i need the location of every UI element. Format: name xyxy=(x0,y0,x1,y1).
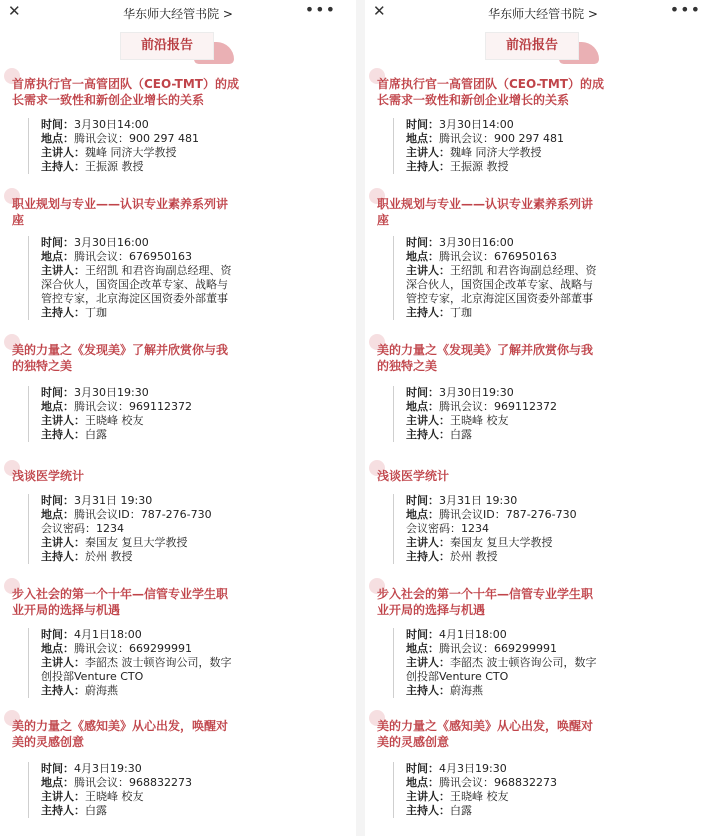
detail-label: 主讲人： xyxy=(41,414,85,427)
detail-row xyxy=(41,804,356,818)
event-details xyxy=(28,386,356,442)
detail-label: 地点： xyxy=(41,642,74,655)
top-bar xyxy=(365,0,721,24)
detail-row xyxy=(41,146,356,160)
detail-row xyxy=(41,292,356,306)
detail-label: 地点： xyxy=(406,400,439,413)
detail-value: 魏峰 同济大学教授 xyxy=(85,146,177,159)
event-title-line: 职业规划与专业——认识专业素养系列讲 xyxy=(12,197,229,211)
detail-value: 3月30日14:00 xyxy=(74,118,149,131)
event-title[interactable] xyxy=(12,468,348,484)
detail-value: 创投部Venture CTO xyxy=(406,670,509,683)
detail-label: 时间： xyxy=(406,762,439,775)
detail-value: 王绍凯 和君咨询副总经理、资 xyxy=(450,264,597,277)
event-title-line: 座 xyxy=(377,213,390,227)
event-title-line: 长需求一致性和新创企业增长的关系 xyxy=(12,93,205,107)
event-title[interactable] xyxy=(12,196,348,228)
detail-value: 丁珈 xyxy=(450,306,472,319)
event-details xyxy=(393,236,721,320)
event-title-line: 业开局的选择与机遇 xyxy=(377,603,486,617)
detail-row xyxy=(41,386,356,400)
detail-label: 地点： xyxy=(41,250,74,263)
detail-label: 时间： xyxy=(41,494,74,507)
detail-value: 深合伙人，国资国企改革专家、战略与 xyxy=(406,278,593,291)
event-title-line: 美的灵感创意 xyxy=(377,735,450,749)
detail-value: 王绍凯 和君咨询副总经理、资 xyxy=(85,264,232,277)
detail-row xyxy=(41,790,356,804)
detail-value: 於州 教授 xyxy=(450,550,498,563)
detail-label: 地点： xyxy=(406,132,439,145)
detail-value: 4月1日18:00 xyxy=(74,628,142,641)
detail-row xyxy=(406,132,721,146)
detail-row xyxy=(406,236,721,250)
event-details xyxy=(28,236,356,320)
detail-label: 主持人： xyxy=(41,684,85,697)
detail-value: 4月3日19:30 xyxy=(74,762,142,775)
detail-value: 创投部Venture CTO xyxy=(41,670,144,683)
detail-label: 地点： xyxy=(41,508,74,521)
event-title-line: 首席执行官一高管团队（CEO-TMT）的成 xyxy=(377,77,604,91)
detail-label: 时间： xyxy=(406,118,439,131)
detail-value: 管控专家，北京海淀区国资委外部董事 xyxy=(41,292,228,305)
detail-row xyxy=(406,386,721,400)
detail-value: 4月1日18:00 xyxy=(439,628,507,641)
detail-value: 王晓峰 校友 xyxy=(450,414,509,427)
detail-label: 时间： xyxy=(406,494,439,507)
event-title[interactable] xyxy=(377,468,713,484)
detail-label: 时间： xyxy=(406,386,439,399)
detail-row xyxy=(406,146,721,160)
detail-label: 主讲人： xyxy=(41,656,85,669)
detail-value: 腾讯会议：900 297 481 xyxy=(439,132,564,145)
event-title[interactable] xyxy=(12,586,348,618)
event-title-line: 首席执行官一高管团队（CEO-TMT）的成 xyxy=(12,77,239,91)
detail-value: 3月31日 19:30 xyxy=(74,494,153,507)
event-title-line: 浅谈医学统计 xyxy=(12,469,85,483)
event-title[interactable] xyxy=(12,76,348,108)
detail-row xyxy=(41,132,356,146)
detail-row xyxy=(406,160,721,174)
detail-label: 时间： xyxy=(41,628,74,641)
detail-row xyxy=(406,264,721,278)
detail-value: 王振源 教授 xyxy=(450,160,509,173)
detail-row xyxy=(41,508,356,522)
detail-value: 4月3日19:30 xyxy=(439,762,507,775)
detail-row xyxy=(406,776,721,790)
detail-label: 时间： xyxy=(406,628,439,641)
detail-row xyxy=(41,494,356,508)
detail-value: 腾讯会议：676950163 xyxy=(74,250,192,263)
detail-value: 腾讯会议：669299991 xyxy=(74,642,192,655)
detail-value: 蔚海燕 xyxy=(450,684,483,697)
detail-row xyxy=(406,762,721,776)
detail-value: 3月30日19:30 xyxy=(74,386,149,399)
close-icon[interactable]: ✕ xyxy=(8,2,21,20)
event-title-line: 座 xyxy=(12,213,25,227)
detail-row xyxy=(41,642,356,656)
detail-value: 魏峰 同济大学教授 xyxy=(450,146,542,159)
detail-row xyxy=(41,414,356,428)
detail-row xyxy=(41,264,356,278)
detail-label: 主持人： xyxy=(41,306,85,319)
detail-label: 地点： xyxy=(406,642,439,655)
event-title[interactable] xyxy=(377,342,713,374)
detail-value: 王晓峰 校友 xyxy=(85,414,144,427)
detail-label: 地点： xyxy=(406,776,439,789)
detail-value: 管控专家，北京海淀区国资委外部董事 xyxy=(406,292,593,305)
event-title-line: 的独特之美 xyxy=(12,359,73,373)
event-details xyxy=(393,628,721,698)
detail-row xyxy=(406,684,721,698)
detail-label: 主讲人： xyxy=(41,264,85,277)
detail-row xyxy=(41,236,356,250)
detail-row xyxy=(406,790,721,804)
detail-value: 3月30日14:00 xyxy=(439,118,514,131)
event-title-line: 步入社会的第一个十年—信管专业学生职 xyxy=(12,587,229,601)
detail-value: 李韶杰 波士顿咨询公司，数字 xyxy=(450,656,597,669)
detail-value: 白露 xyxy=(450,804,472,817)
detail-label: 时间： xyxy=(41,386,74,399)
detail-label: 时间： xyxy=(41,118,74,131)
event-title-line: 长需求一致性和新创企业增长的关系 xyxy=(377,93,570,107)
detail-value: 腾讯会议：900 297 481 xyxy=(74,132,199,145)
detail-row xyxy=(406,522,721,536)
event-title[interactable] xyxy=(377,718,713,750)
detail-row xyxy=(406,508,721,522)
detail-value: 腾讯会议：676950163 xyxy=(439,250,557,263)
event-details xyxy=(28,118,356,174)
detail-label: 主讲人： xyxy=(406,656,450,669)
detail-label: 主讲人： xyxy=(41,146,85,159)
panel-divider xyxy=(356,0,365,836)
detail-label: 主持人： xyxy=(406,804,450,817)
detail-label: 主讲人： xyxy=(406,790,450,803)
detail-row xyxy=(41,536,356,550)
top-bar xyxy=(0,0,356,24)
detail-row xyxy=(406,250,721,264)
account-name[interactable]: 华东师大经管书院 > xyxy=(123,7,233,21)
detail-row xyxy=(406,550,721,564)
event-title-line: 业开局的选择与机遇 xyxy=(12,603,121,617)
detail-value: 腾讯会议ID：787-276-730 xyxy=(439,508,577,521)
detail-value: 腾讯会议ID：787-276-730 xyxy=(74,508,212,521)
detail-value: 王晓峰 校友 xyxy=(85,790,144,803)
detail-value: 秦国友 复旦大学教授 xyxy=(450,536,553,549)
detail-value: 3月30日16:00 xyxy=(74,236,149,249)
detail-row xyxy=(406,804,721,818)
detail-label: 地点： xyxy=(41,132,74,145)
detail-value: 白露 xyxy=(85,428,107,441)
event-title-line: 美的力量之《发现美》了解并欣赏你与我 xyxy=(12,343,229,357)
detail-row xyxy=(406,642,721,656)
detail-value: 白露 xyxy=(85,804,107,817)
more-icon[interactable]: ••• xyxy=(304,0,336,19)
detail-row xyxy=(41,684,356,698)
more-icon[interactable]: ••• xyxy=(669,0,701,19)
section-header xyxy=(475,28,605,64)
event-title-line: 步入社会的第一个十年—信管专业学生职 xyxy=(377,587,594,601)
article-panel-left xyxy=(0,0,356,836)
section-header xyxy=(110,28,240,64)
event-details xyxy=(393,118,721,174)
detail-label: 主讲人： xyxy=(406,414,450,427)
event-title-line: 的独特之美 xyxy=(377,359,438,373)
detail-label: 主讲人： xyxy=(406,146,450,159)
detail-label: 主持人： xyxy=(406,550,450,563)
detail-row xyxy=(406,278,721,292)
event-title-line: 美的力量之《感知美》从心出发，唤醒对 xyxy=(12,719,229,733)
detail-row xyxy=(41,400,356,414)
detail-value: 王晓峰 校友 xyxy=(450,790,509,803)
detail-label: 主持人： xyxy=(406,160,450,173)
detail-row xyxy=(406,656,721,670)
detail-value: 3月31日 19:30 xyxy=(439,494,518,507)
detail-row xyxy=(41,670,356,684)
event-title[interactable] xyxy=(377,76,713,108)
detail-row xyxy=(41,118,356,132)
detail-row xyxy=(41,762,356,776)
detail-label: 时间： xyxy=(406,236,439,249)
detail-row xyxy=(406,118,721,132)
event-title-line: 职业规划与专业——认识专业素养系列讲 xyxy=(377,197,594,211)
event-details xyxy=(28,628,356,698)
event-title[interactable] xyxy=(12,718,348,750)
event-details xyxy=(28,494,356,564)
detail-value: 会议密码：1234 xyxy=(406,522,489,535)
detail-value: 3月30日19:30 xyxy=(439,386,514,399)
event-title[interactable] xyxy=(377,196,713,228)
detail-label: 主讲人： xyxy=(406,536,450,549)
detail-label: 时间： xyxy=(41,236,74,249)
detail-label: 主持人： xyxy=(406,684,450,697)
detail-value: 腾讯会议：969112372 xyxy=(439,400,557,413)
event-title[interactable] xyxy=(12,342,348,374)
event-details xyxy=(28,762,356,818)
detail-value: 腾讯会议：968832273 xyxy=(74,776,192,789)
detail-row xyxy=(406,628,721,642)
account-name[interactable]: 华东师大经管书院 > xyxy=(488,7,598,21)
detail-label: 地点： xyxy=(406,250,439,263)
detail-value: 丁珈 xyxy=(85,306,107,319)
event-title-line: 美的力量之《发现美》了解并欣赏你与我 xyxy=(377,343,594,357)
detail-label: 主持人： xyxy=(406,306,450,319)
detail-value: 蔚海燕 xyxy=(85,684,118,697)
detail-row xyxy=(41,656,356,670)
detail-value: 於州 教授 xyxy=(85,550,133,563)
detail-row xyxy=(41,550,356,564)
detail-label: 地点： xyxy=(41,400,74,413)
event-title[interactable] xyxy=(377,586,713,618)
detail-label: 主讲人： xyxy=(406,264,450,277)
event-title-line: 美的灵感创意 xyxy=(12,735,85,749)
detail-label: 主讲人： xyxy=(41,790,85,803)
detail-label: 地点： xyxy=(406,508,439,521)
detail-value: 王振源 教授 xyxy=(85,160,144,173)
detail-row xyxy=(406,292,721,306)
detail-row xyxy=(406,670,721,684)
detail-label: 主持人： xyxy=(41,550,85,563)
event-details xyxy=(393,386,721,442)
detail-row xyxy=(41,306,356,320)
detail-row xyxy=(406,494,721,508)
detail-value: 李韶杰 波士顿咨询公司，数字 xyxy=(85,656,232,669)
detail-label: 主持人： xyxy=(406,428,450,441)
detail-value: 腾讯会议：968832273 xyxy=(439,776,557,789)
article-panel-right xyxy=(365,0,721,836)
detail-row xyxy=(41,628,356,642)
detail-label: 主持人： xyxy=(41,160,85,173)
detail-label: 主讲人： xyxy=(41,536,85,549)
detail-value: 3月30日16:00 xyxy=(439,236,514,249)
detail-row xyxy=(41,250,356,264)
event-details xyxy=(393,762,721,818)
detail-row xyxy=(406,536,721,550)
detail-row xyxy=(41,522,356,536)
detail-value: 腾讯会议：969112372 xyxy=(74,400,192,413)
event-details xyxy=(393,494,721,564)
detail-label: 地点： xyxy=(41,776,74,789)
section-badge: 前沿报告 xyxy=(485,32,579,60)
detail-value: 腾讯会议：669299991 xyxy=(439,642,557,655)
event-title-line: 浅谈医学统计 xyxy=(377,469,450,483)
section-badge: 前沿报告 xyxy=(120,32,214,60)
detail-row xyxy=(41,428,356,442)
detail-row xyxy=(406,428,721,442)
detail-row xyxy=(406,414,721,428)
detail-value: 白露 xyxy=(450,428,472,441)
detail-label: 时间： xyxy=(41,762,74,775)
detail-label: 主持人： xyxy=(41,428,85,441)
detail-label: 主持人： xyxy=(41,804,85,817)
detail-row xyxy=(41,776,356,790)
close-icon[interactable]: ✕ xyxy=(373,2,386,20)
detail-value: 深合伙人，国资国企改革专家、战略与 xyxy=(41,278,228,291)
detail-row xyxy=(406,400,721,414)
detail-row xyxy=(41,278,356,292)
detail-value: 秦国友 复旦大学教授 xyxy=(85,536,188,549)
detail-row xyxy=(41,160,356,174)
event-title-line: 美的力量之《感知美》从心出发，唤醒对 xyxy=(377,719,594,733)
detail-value: 会议密码：1234 xyxy=(41,522,124,535)
detail-row xyxy=(406,306,721,320)
